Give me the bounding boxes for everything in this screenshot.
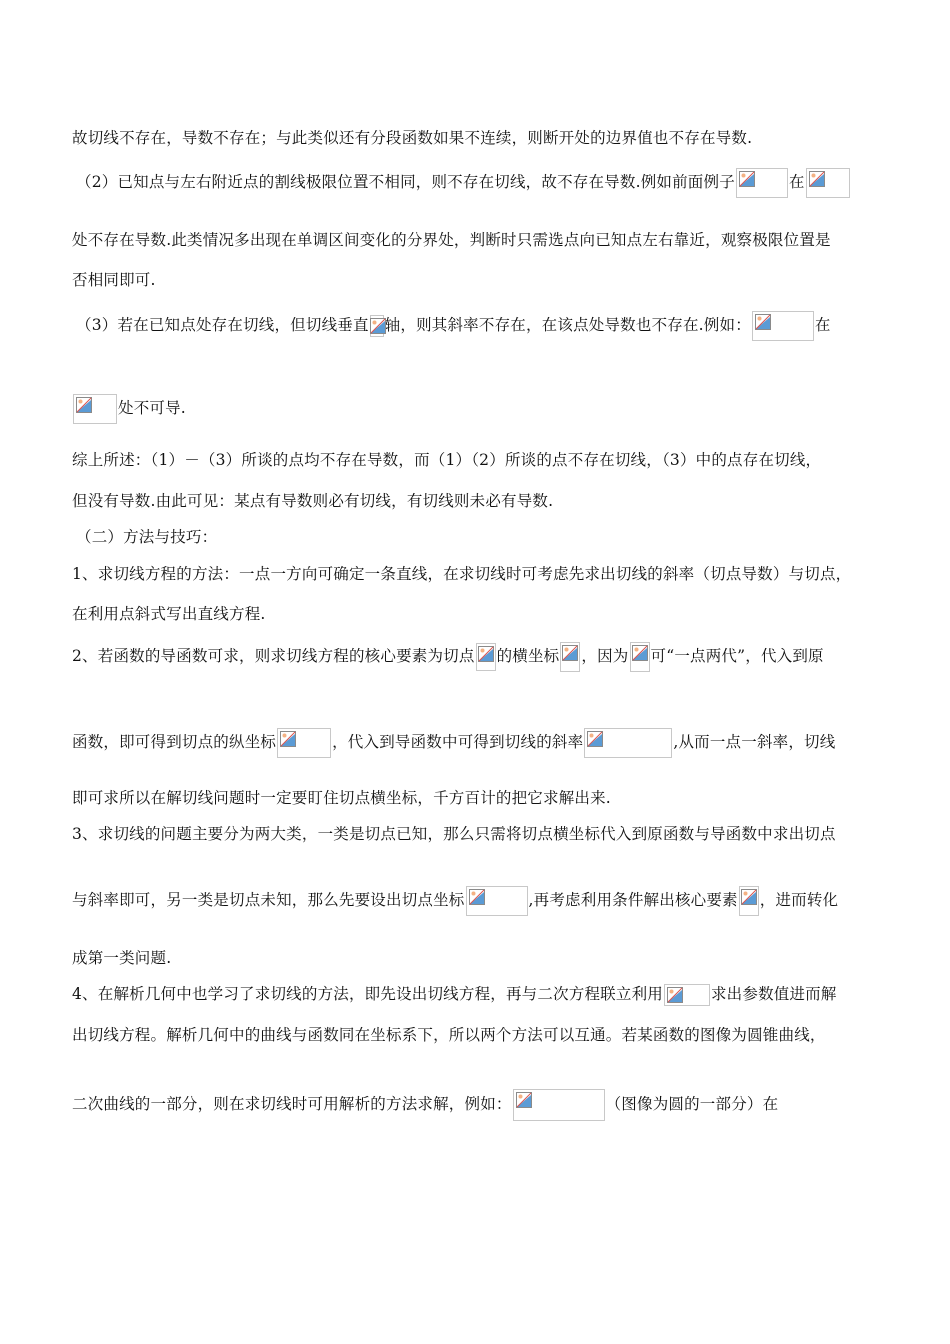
text-run: （二）方法与技巧： [76,528,218,546]
text-run: 综上所述：（1）－（3）所谈的点均不存在导数，而（1）（2）所谈的点不存在切线，（3）中的点存在切线， [72,451,822,469]
formula-image [466,886,528,916]
paragraph-line [76,168,851,198]
text-run: 处不存在导数.此类情况多出现在单调区间变化的分界处，判断时只需选点向已知点左右靠近，观察极限位置是 [72,231,831,249]
formula-image [736,168,788,198]
formula-image [752,311,814,341]
text-run: 的横坐标 [496,647,560,665]
formula-image [806,168,850,198]
formula-image [560,642,580,672]
broken-image-icon [469,889,485,905]
broken-image-icon [516,1092,532,1108]
broken-image-icon [562,645,578,661]
broken-image-icon [632,645,648,661]
text-run: 即可求所以在解切线问题时一定要盯住切点横坐标，千方百计的把它求解出来. [72,789,611,807]
formula-image [277,728,331,758]
text-run: 4、在解析几何中也学习了求切线的方法，即先设出切线方程，再与二次方程联立利用 [72,985,663,1003]
text-run: （3）若在已知点处存在切线，但切线垂直 [76,316,369,334]
formula-image [584,728,672,758]
formula-image [513,1089,605,1121]
broken-image-icon [478,646,494,662]
text-run: 与斜率即可，另一类是切点未知，那么先要设出切点坐标 [72,891,465,909]
broken-image-icon [809,171,825,187]
formula-image [664,984,710,1006]
text-run: 可“一点两代”，代入到原 [650,647,824,665]
paragraph-line [72,728,835,758]
broken-image-icon [739,171,755,187]
paragraph-line [72,1025,826,1045]
paragraph-line [72,886,838,916]
broken-image-icon [755,314,771,330]
text-run: 3、求切线的问题主要分为两大类，一类是切点已知，那么只需将切点横坐标代入到原函数与导函数中求出切点 [72,825,836,843]
paragraph-line [72,270,156,290]
text-run: 在 [814,316,831,334]
paragraph-line [72,564,851,584]
text-run: 处不可导. [118,399,186,417]
text-run: 求出参数值进而解 [710,985,837,1003]
text-run: 故切线不存在，导数不存在；与此类似还有分段函数如果不连续，则断开处的边界值也不存在导数. [72,129,753,147]
text-run: ，因为 [581,647,629,665]
broken-image-icon [587,731,603,747]
paragraph-line [72,824,836,844]
broken-image-icon [667,987,683,1003]
text-run: 在利用点斜式写出直线方程. [72,605,266,623]
text-run: 2、若函数的导函数可求，则求切线方程的核心要素为切点 [72,647,475,665]
text-run: 二次曲线的一部分，则在求切线时可用解析的方法求解，例如： [72,1095,512,1113]
text-run: 成第一类问题. [72,949,172,967]
paragraph-line [72,230,831,250]
text-run: 轴，则其斜率不存在，在该点处导数也不存在.例如： [384,316,751,334]
text-run: 但没有导数.由此可见：某点有导数则必有切线，有切线则未必有导数. [72,492,554,510]
paragraph-line [72,604,266,624]
paragraph-line [72,948,171,968]
text-run: 函数，即可得到切点的纵坐标 [72,733,277,751]
paragraph-line [72,128,752,148]
formula-image [630,642,650,672]
text-run: ,再考虑利用条件解出核心要素 [528,891,738,909]
formula-image [476,643,496,671]
text-run: （图像为圆的一部分）在 [605,1095,779,1113]
broken-image-icon [741,889,757,905]
paragraph-line [76,311,831,341]
broken-image-icon [370,318,386,334]
formula-image [370,315,384,337]
paragraph-line [72,984,837,1006]
text-run: 1、求切线方程的方法：一点一方向可确定一条直线，在求切线时可考虑先求出切线的斜率（切点导数）与切点， [72,565,852,583]
text-run: 在 [788,173,805,191]
paragraph-line [72,491,553,511]
paragraph-line [72,394,186,424]
paragraph-line [72,1089,778,1121]
text-run: 出切线方程。解析几何中的曲线与函数同在坐标系下，所以两个方法可以互通。若某函数的图像为圆锥曲线， [72,1026,826,1044]
paragraph-line [72,788,611,808]
paragraph-line [72,450,821,470]
section-heading [76,527,217,547]
text-run: ,从而一点一斜率，切线 [673,733,836,751]
broken-image-icon [280,731,296,747]
broken-image-icon [76,397,92,413]
paragraph-line [72,642,824,672]
text-run: 否相同即可. [72,271,156,289]
text-run: ，进而转化 [759,891,839,909]
text-run: ，代入到导函数中可得到切线的斜率 [332,733,584,751]
formula-image [73,394,117,424]
formula-image [739,886,759,916]
text-run: （2）已知点与左右附近点的割线极限位置不相同，则不存在切线，故不存在导数.例如前面例子 [76,173,735,191]
